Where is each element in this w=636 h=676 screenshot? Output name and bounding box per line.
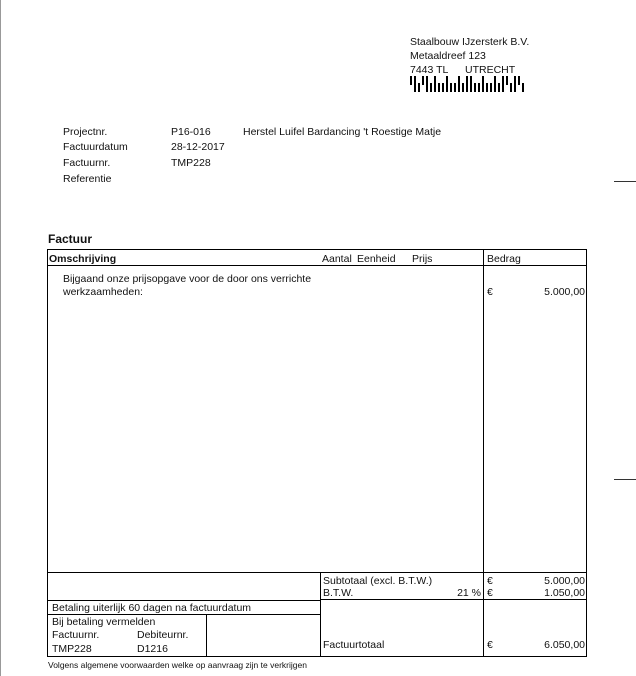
barcode-bar	[470, 76, 472, 92]
label-referentie: Referentie	[63, 173, 112, 185]
value-projectnr: P16-016	[171, 126, 211, 138]
col-aantal: Aantal	[322, 253, 352, 265]
barcode-bar	[454, 83, 456, 92]
fold-mark-bottom	[614, 479, 636, 480]
col-eenheid: Eenheid	[357, 253, 396, 265]
line-text-1: Bijgaand onze prijsopgave voor de door ons verrichte	[63, 273, 312, 285]
total-label: Factuurtotaal	[323, 639, 385, 651]
payment-invoice-label: Factuurnr.	[52, 629, 100, 641]
subtotal-label: Subtotaal (excl. B.T.W.)	[323, 575, 433, 587]
vat-rate: 21 %	[457, 587, 481, 599]
value-factuurdatum: 28-12-2017	[171, 141, 225, 153]
label-factuurdatum: Factuurdatum	[63, 141, 128, 153]
sender-street: Metaaldreef 123	[410, 50, 486, 62]
label-projectnr: Projectnr.	[63, 126, 108, 138]
barcode-bar	[414, 76, 416, 92]
barcode-bar	[498, 83, 500, 92]
line-amount: 5.000,00	[544, 286, 585, 298]
barcode-bar	[442, 83, 444, 92]
barcode-bar	[474, 83, 476, 92]
barcode-bar	[450, 83, 452, 92]
sender-postcode: 7443 TL	[410, 64, 449, 76]
terms-footer: Volgens algemene voorwaarden welke op aanvraag zijn te verkrijgen	[48, 660, 307, 670]
barcode-bar	[518, 76, 520, 85]
col-prijs: Prijs	[412, 253, 433, 265]
barcode-bar	[466, 76, 468, 92]
payment-invoice-value: TMP228	[52, 643, 92, 655]
page-left-edge	[0, 0, 1, 676]
barcode-bar	[458, 76, 460, 92]
barcode-bar	[426, 76, 428, 92]
barcode-bar	[418, 83, 420, 92]
payment-debtor-value: D1216	[137, 643, 168, 655]
barcode-bar	[522, 83, 524, 92]
vat-currency: €	[487, 587, 493, 599]
total-currency: €	[487, 639, 493, 651]
barcode-bar	[446, 76, 448, 92]
col-bedrag: Bedrag	[487, 253, 521, 265]
barcode-bar	[514, 76, 516, 92]
vat-label: B.T.W.	[323, 587, 354, 599]
barcode-bar	[510, 83, 512, 92]
barcode-bar	[482, 76, 484, 92]
col-omschrijving: Omschrijving	[49, 253, 117, 265]
sender-city: UTRECHT	[465, 64, 516, 76]
fold-mark-top	[614, 181, 636, 182]
barcode-bar	[430, 83, 432, 92]
sender-name: Staalbouw IJzersterk B.V.	[410, 36, 530, 48]
barcode-bar	[410, 76, 412, 85]
barcode-bar	[462, 83, 464, 92]
line-currency: €	[487, 286, 493, 298]
payment-term: Betaling uiterlijk 60 dagen na factuurdatum	[52, 602, 252, 614]
postal-barcode	[410, 76, 534, 92]
value-factuurnr: TMP228	[171, 157, 211, 169]
barcode-bar	[422, 76, 424, 85]
subtotal-currency: €	[487, 575, 493, 587]
barcode-bar	[478, 83, 480, 92]
barcode-bar	[486, 83, 488, 92]
payment-debtor-label: Debiteurnr.	[137, 629, 189, 641]
vat-amount: 1.050,00	[544, 587, 585, 599]
barcode-bar	[502, 76, 504, 92]
barcode-bar	[434, 76, 436, 92]
barcode-bar	[490, 83, 492, 92]
invoice-title: Factuur	[48, 232, 93, 246]
label-factuurnr: Factuurnr.	[63, 157, 111, 169]
barcode-bar	[506, 76, 508, 85]
subtotal-amount: 5.000,00	[544, 575, 585, 587]
total-amount: 6.050,00	[544, 639, 585, 651]
barcode-bar	[438, 83, 440, 92]
barcode-bar	[494, 76, 496, 92]
line-text-2: werkzaamheden:	[63, 286, 143, 298]
project-description: Herstel Luifel Bardancing 't Roestige Matje	[243, 126, 442, 138]
payment-mention: Bij betaling vermelden	[52, 616, 156, 628]
